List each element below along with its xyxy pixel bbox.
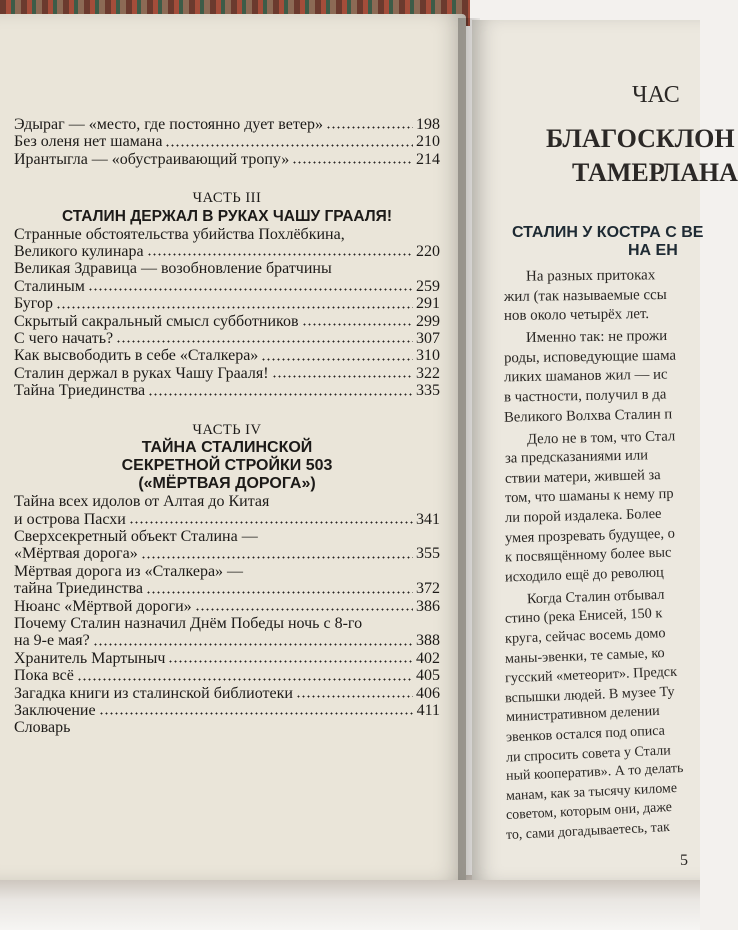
toc-entry-page: 322 <box>416 364 440 382</box>
dot-leader <box>56 306 413 309</box>
dot-leader <box>195 608 413 611</box>
toc-entry <box>14 151 440 168</box>
toc-entry-title: Великого кулинара <box>14 243 144 261</box>
table-of-contents <box>14 116 440 737</box>
toc-entry-page: 259 <box>416 277 440 295</box>
toc-entry-title: Без оленя нет шамана <box>14 133 163 151</box>
toc-entry: Тайна всех идолов от Алтая до Китая <box>14 493 270 511</box>
body-text-line: том, что шаманы к нему пр <box>504 486 674 507</box>
toc-entry-title: Бугор <box>14 295 53 313</box>
dot-leader <box>93 643 413 646</box>
toc-entry <box>14 545 440 562</box>
body-text-line: Дело не в том, что Стал <box>526 427 675 448</box>
body-text-line: умея прозревать будущее, о <box>504 525 675 547</box>
right-page <box>472 20 738 880</box>
dot-leader <box>326 126 413 129</box>
body-text-line: к посвящённому более выс <box>504 544 672 566</box>
toc-entry-page: 214 <box>416 150 440 168</box>
toc-entry-page: 307 <box>416 330 440 348</box>
dot-leader <box>116 340 413 343</box>
toc-entry <box>14 330 440 347</box>
toc-entry: Великая Здравица — возобновление братчины <box>14 260 332 278</box>
dot-leader <box>77 678 413 681</box>
part-4-title-line: ТАЙНА СТАЛИНСКОЙ <box>141 439 313 457</box>
toc-entry-title: тайна Триединства <box>14 580 143 598</box>
toc-entry-page: 372 <box>416 580 440 598</box>
body-text-line: ли спросить совета у Стали <box>505 741 671 766</box>
toc-entry <box>14 313 440 330</box>
body-text-line: в частности, получил в да <box>504 386 667 406</box>
toc-entry-title: Эдыраг — «место, где постоянно дует ветер» <box>14 116 323 133</box>
dot-leader <box>292 161 413 164</box>
chapter-title-line: ТАМЕРЛАНА <box>572 158 738 187</box>
toc-entry <box>14 382 440 399</box>
book-cover-edge <box>0 875 700 930</box>
part-4-label: ЧАСТЬ IV <box>192 421 262 438</box>
body-text-line: Именно так: не прожи <box>526 328 668 347</box>
toc-entry-title: Сталиным <box>14 277 85 295</box>
dot-leader <box>302 323 413 326</box>
body-text-line: манам, как за тысячу киломе <box>505 780 677 804</box>
toc-entry <box>14 598 440 615</box>
toc-entry: Сверхсекретный объект Сталина — <box>14 527 258 545</box>
toc-entry-title: Загадка книги из сталинской библиотеки <box>14 684 293 702</box>
toc-entry-page: 299 <box>416 312 440 330</box>
body-text-line: исходило ещё до революц <box>504 564 665 586</box>
part-3-title: СТАЛИН ДЕРЖАЛ В РУКАХ ЧАШУ ГРААЛЯ! <box>62 207 392 225</box>
body-text-line: гусский «метеорит». Предск <box>505 663 678 687</box>
toc-entry-title: «Мёртвая дорога» <box>14 545 138 563</box>
toc-entry <box>14 133 440 150</box>
section-title-line: НА ЕН <box>628 242 678 259</box>
toc-entry <box>14 667 440 684</box>
body-text-line: советом, которым они, даже <box>505 800 672 824</box>
page-number: 5 <box>680 852 688 869</box>
dot-leader <box>141 556 413 559</box>
dot-leader <box>296 695 413 698</box>
body-text-line: жил (так называемые ссы <box>503 286 667 305</box>
body-text-line: роды, исповедующие шама <box>504 347 677 367</box>
dot-leader <box>129 521 413 524</box>
toc-entry-title: Скрытый сакральный смысл субботников <box>14 312 299 330</box>
dot-leader <box>88 288 413 291</box>
toc-entry-title: Заключение <box>14 701 96 719</box>
toc-entry-page: 210 <box>416 133 440 151</box>
body-text-line: ный кооператив». А то делать <box>505 761 684 785</box>
body-text-line: маны-эвенки, те самые, ко <box>505 644 666 667</box>
toc-entry <box>14 650 440 667</box>
toc-entry <box>14 511 440 528</box>
toc-entry-page: 220 <box>416 243 440 261</box>
body-text-line: Когда Сталин отбывал <box>526 586 665 608</box>
left-page <box>0 14 466 880</box>
toc-entry <box>14 295 440 312</box>
toc-entry-title: Нюанс «Мёртвой дороги» <box>14 597 192 615</box>
toc-entry-page: 335 <box>416 382 440 400</box>
toc-entry <box>14 702 440 719</box>
toc-entry-page: 411 <box>416 701 440 719</box>
dot-leader <box>272 375 413 378</box>
toc-entry-title: Ирантыгла — «обустраивающий тропу» <box>14 150 290 168</box>
body-text-line: министративном делении <box>505 703 660 726</box>
part-4-title-line: СЕКРЕТНОЙ СТРОЙКИ 503 <box>121 457 333 475</box>
body-text-line: круга, сейчас восемь домо <box>504 625 667 647</box>
section-title-line: СТАЛИН У КОСТРА С ВЕ <box>512 224 704 241</box>
toc-entry-page: 355 <box>416 545 440 563</box>
toc-entry-page: 310 <box>416 347 440 365</box>
toc-entry <box>14 719 440 736</box>
part-4-title-line: («МЁРТВАЯ ДОРОГА») <box>138 475 316 493</box>
toc-entry-title: на 9-е мая? <box>14 632 90 650</box>
dot-leader <box>147 253 413 256</box>
body-text-line: ли порой издалека. Более <box>504 505 662 527</box>
toc-entry-page: 406 <box>416 684 440 702</box>
toc-entry <box>14 347 440 364</box>
dot-leader <box>168 660 413 663</box>
toc-entry-page: 405 <box>416 667 440 685</box>
toc-entry-page: 291 <box>416 295 440 313</box>
body-text-line: вспышки людей. В музее Ту <box>505 683 676 707</box>
part-3-label: ЧАСТЬ III <box>192 190 262 207</box>
body-text-line: стино (река Енисей, 150 к <box>504 605 663 628</box>
toc-entry <box>14 632 440 649</box>
dot-leader <box>99 712 414 715</box>
body-text-line: Великого Волхва Сталин п <box>504 405 673 426</box>
body-text-line: ликих шаманов жил — ис <box>504 366 668 386</box>
toc-entry-title: С чего начать? <box>14 330 114 348</box>
toc-entry-page: 341 <box>416 510 440 528</box>
toc-entry <box>14 365 440 382</box>
toc-entry-page: 198 <box>416 116 440 133</box>
toc-entry-title: Словарь <box>14 719 71 737</box>
chapter-title-line: БЛАГОСКЛОН <box>546 124 735 153</box>
body-text-line: за предсказаниями или <box>504 447 648 467</box>
toc-entry-title: Тайна Триединства <box>14 382 146 400</box>
body-text-line: ствии матери, жившей за <box>504 466 661 487</box>
toc-entry: Мёртвая дорога из «Сталкера» — <box>14 562 244 580</box>
toc-entry <box>14 243 440 260</box>
body-text-line: эвенков остался под описа <box>505 722 665 746</box>
toc-entry-title: Как высвободить в себе «Сталкера» <box>14 347 259 365</box>
toc-entry <box>14 580 440 597</box>
chapter-label: ЧАС <box>632 82 680 108</box>
dot-leader <box>148 393 413 396</box>
toc-entry-page: 402 <box>416 649 440 667</box>
dot-leader <box>165 144 413 147</box>
body-text-line: На разных притоках <box>525 267 656 285</box>
body-text-line: то, сами догадываетесь, так <box>505 819 670 844</box>
toc-entry-page: 388 <box>416 632 440 650</box>
dot-leader <box>261 358 413 361</box>
toc-entry: Почему Сталин назначил Днём Победы ночь с 8-го <box>14 614 363 632</box>
toc-entry-title: и острова Пасхи <box>14 510 126 528</box>
toc-entry <box>14 685 440 702</box>
toc-entry-title: Хранитель Мартыныч <box>14 649 166 667</box>
toc-entry <box>14 278 440 295</box>
toc-entry: Странные обстоятельства убийства Похлёбкина, <box>14 225 345 243</box>
toc-entry-page: 386 <box>416 597 440 615</box>
dot-leader <box>146 591 413 594</box>
toc-entry <box>14 116 440 133</box>
toc-entry-title: Пока всё <box>14 667 74 685</box>
toc-entry-title: Сталин держал в руках Чашу Грааля! <box>14 364 269 382</box>
body-text-line: нов около четырёх лет. <box>504 306 650 325</box>
